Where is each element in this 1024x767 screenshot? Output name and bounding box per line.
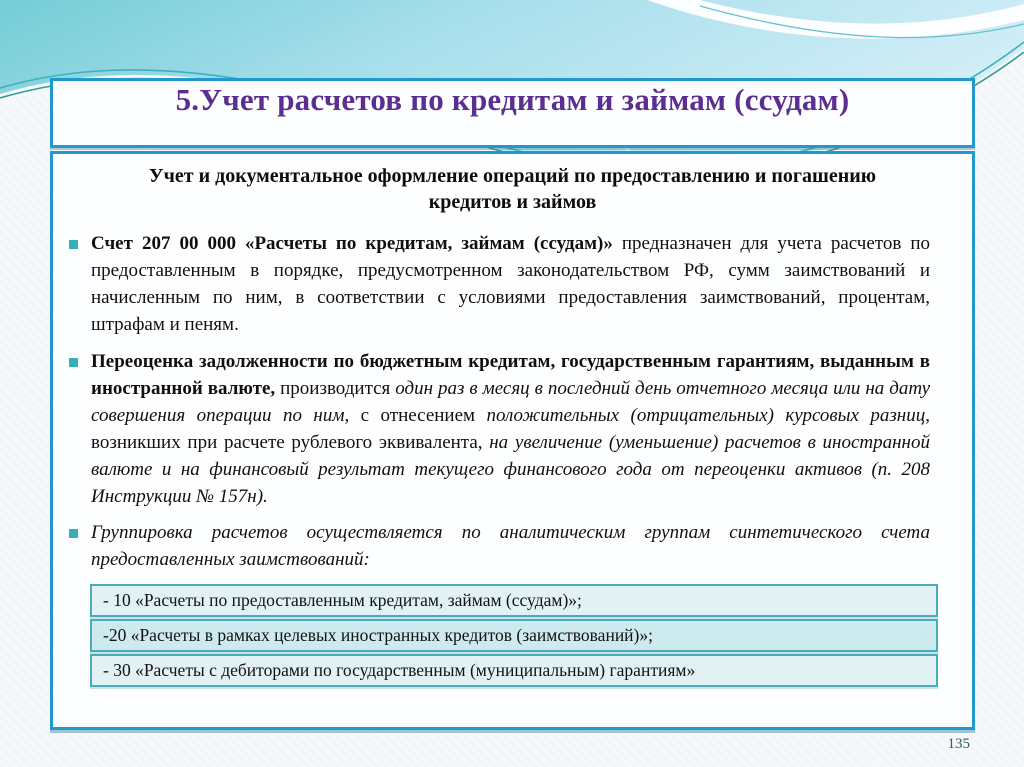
bullet-item [67, 520, 930, 574]
bullet-square-icon [69, 240, 78, 249]
text-segment: Счет 207 00 000 «Расчеты по кредитам, займам (ссудам)» [91, 232, 622, 254]
text-segment: предназначен для учета расчетов по предоставленным в порядке, предусмотренном законодательством РФ, сумм заимствований и начисленным по ним, в соответствии с условиями предоставления заимствований, процентам, штрафам и пеням. [91, 232, 930, 335]
bullet-square-icon [69, 529, 78, 538]
section-subtitle: Учет и документальное оформление операций по предоставлению и погашению кредитов и займов [148, 165, 877, 214]
title-box [50, 78, 975, 148]
content-box [50, 151, 975, 730]
bullet-list [67, 231, 930, 575]
text-segment: , возникших при расчете рублевого эквивалента, [91, 404, 930, 453]
text-segment: на увеличение (уменьшение) расчетов в иностранной валюте и на финансовый результат текущего финансового года от переоценки активов (п. 208 Инструкции № 157н). [91, 431, 930, 507]
text-segment: Группировка расчетов осуществляется по аналитическим группам синтетического счета предоставленных заимствований: [91, 522, 930, 571]
bullet-item [67, 349, 930, 511]
text-segment: , с отнесением [344, 404, 487, 426]
bullet-square-icon [69, 358, 78, 367]
page-number: 135 [947, 736, 970, 752]
bullet-item [67, 231, 930, 339]
text-segment: Переоценка задолженности по бюджетным кредитам, государственным гарантиям, выданным в иностранной валюте, [91, 350, 930, 399]
text-segment: один раз в месяц в последний день отчетного месяца или на дату совершения операции по ним [91, 377, 931, 426]
group-list [90, 584, 938, 687]
group-item: - 10 «Расчеты по предоставленным кредитам, займам (ссудам)»; [90, 584, 938, 617]
group-item: -20 «Расчеты в рамках целевых иностранных кредитов (заимствований)»; [90, 619, 938, 652]
text-segment: положительных (отрицательных) курсовых разниц [486, 404, 926, 426]
page-title: 5.Учет расчетов по кредитам и займам (ссудам) [175, 82, 850, 117]
text-segment: производится [280, 377, 396, 399]
group-item: - 30 «Расчеты с дебиторами по государственным (муниципальным) гарантиям» [90, 654, 938, 687]
